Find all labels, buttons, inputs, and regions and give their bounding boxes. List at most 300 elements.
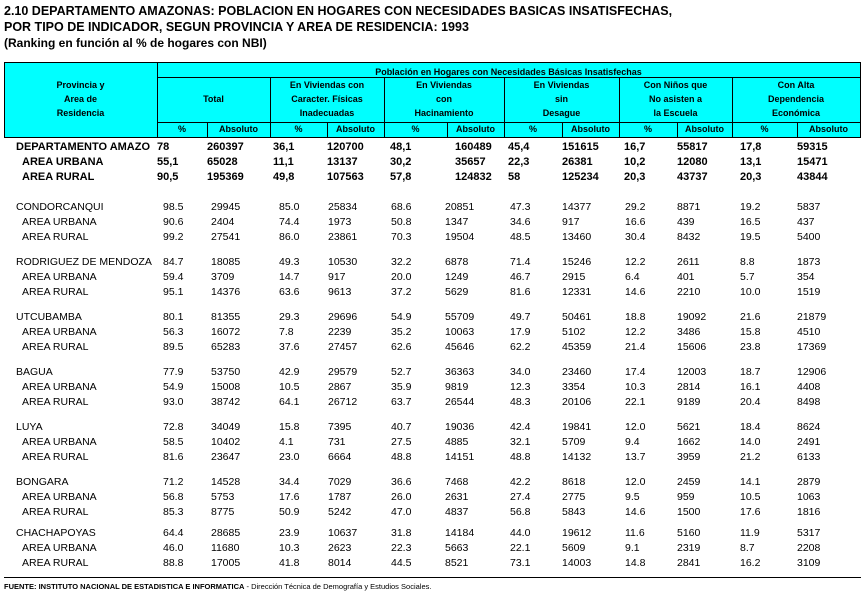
table-cell: 195369 <box>207 171 244 183</box>
stub-header-1: Provincia y <box>56 80 105 90</box>
table-cell: 81.6 <box>163 451 184 463</box>
row-label: AREA URBANA <box>22 216 97 228</box>
row-label: AREA URBANA <box>22 491 97 503</box>
table-cell: 65028 <box>207 156 238 168</box>
table-cell: 160489 <box>455 141 492 153</box>
table-cell: 15471 <box>797 156 828 168</box>
table-cell: 59315 <box>797 141 828 153</box>
table-cell: 77.9 <box>163 366 184 378</box>
table-cell: 43844 <box>797 171 828 183</box>
table-cell: 5.7 <box>740 271 755 283</box>
table-cell: 10.5 <box>279 381 300 393</box>
table-cell: 1249 <box>445 271 469 283</box>
table-title: 2.10 DEPARTAMENTO AMAZONAS: POBLACION EN HOGARES CON NECESIDADES BASICAS INSATISFECHAS, <box>4 4 673 18</box>
table-cell: 23.8 <box>740 341 761 353</box>
table-cell: 22,3 <box>508 156 530 168</box>
table-cell: 20,3 <box>624 171 646 183</box>
table-cell: 10.3 <box>279 542 300 554</box>
table-cell: 52.7 <box>391 366 412 378</box>
row-label: AREA URBANA <box>22 381 97 393</box>
table-cell: 20,3 <box>740 171 762 183</box>
table-cell: 14003 <box>562 557 592 569</box>
table-cell: 7395 <box>328 421 352 433</box>
table-cell: 107563 <box>327 171 364 183</box>
table-cell: 99.2 <box>163 231 184 243</box>
table-cell: 85.0 <box>279 201 300 213</box>
table-cell: 4837 <box>445 506 469 518</box>
table-cell: 53750 <box>211 366 241 378</box>
table-cell: 32.2 <box>391 256 412 268</box>
table-cell: 354 <box>797 271 815 283</box>
table-cell: 9189 <box>677 396 701 408</box>
table-cell: 57,8 <box>390 171 412 183</box>
table-cell: 56.8 <box>163 491 184 503</box>
table-cell: 14132 <box>562 451 592 463</box>
row-label: AREA RURAL <box>22 396 89 408</box>
table-cell: 10402 <box>211 436 241 448</box>
table-cell: 8521 <box>445 557 469 569</box>
stub-header-3: Residencia <box>56 108 105 118</box>
table-cell: 30.4 <box>625 231 646 243</box>
row-label: AREA URBANA <box>22 542 97 554</box>
table-cell: 7.8 <box>279 326 294 338</box>
table-cell: 37.2 <box>391 286 412 298</box>
table-cell: 93.0 <box>163 396 184 408</box>
table-cell: 18.4 <box>740 421 761 433</box>
table-cell: 56.3 <box>163 326 184 338</box>
row-label: DEPARTAMENTO AMAZO <box>16 141 151 153</box>
table-cell: 20.4 <box>740 396 761 408</box>
subheader-divider <box>157 122 861 123</box>
table-cell: 36363 <box>445 366 475 378</box>
table-cell: 19504 <box>445 231 475 243</box>
table-cell: 8014 <box>328 557 352 569</box>
table-cell: 85.3 <box>163 506 184 518</box>
table-cell: 151615 <box>562 141 599 153</box>
table-cell: 34049 <box>211 421 241 433</box>
table-cell: 10530 <box>328 256 358 268</box>
table-cell: 11.6 <box>625 527 645 539</box>
table-cell: 35.9 <box>391 381 412 393</box>
table-cell: 16.1 <box>740 381 761 393</box>
table-cell: 95.1 <box>163 286 184 298</box>
table-cell: 10637 <box>328 527 358 539</box>
table-cell: 70.3 <box>391 231 412 243</box>
table-cell: 78 <box>157 141 170 153</box>
table-cell: 35657 <box>455 156 486 168</box>
table-cell: 54.9 <box>163 381 184 393</box>
table-cell: 81355 <box>211 311 241 323</box>
column-header-1-line-2: Total <box>203 94 224 104</box>
table-cell: 45646 <box>445 341 475 353</box>
header-right-border <box>860 62 861 138</box>
table-cell: 48.8 <box>391 451 412 463</box>
table-cell: 12331 <box>562 286 592 298</box>
table-cell: 46.7 <box>510 271 531 283</box>
column-header-4-line-3: Desague <box>542 108 581 118</box>
table-cell: 27.4 <box>510 491 531 503</box>
table-cell: 16,7 <box>624 141 646 153</box>
table-cell: 2623 <box>328 542 352 554</box>
table-cell: 86.0 <box>279 231 300 243</box>
table-cell: 17.6 <box>740 506 761 518</box>
table-cell: 8498 <box>797 396 821 408</box>
table-cell: 2611 <box>677 256 700 268</box>
abs-subheader: Absoluto <box>336 124 375 134</box>
table-cell: 11.9 <box>740 527 760 539</box>
table-cell: 23.0 <box>279 451 300 463</box>
table-cell: 58.5 <box>163 436 184 448</box>
table-cell: 10,2 <box>624 156 646 168</box>
table-cell: 68.6 <box>391 201 412 213</box>
table-cell: 1873 <box>797 256 821 268</box>
table-cell: 8775 <box>211 506 235 518</box>
table-cell: 90,5 <box>157 171 179 183</box>
table-cell: 8.8 <box>740 256 755 268</box>
row-label: UTCUBAMBA <box>16 311 82 323</box>
table-cell: 40.7 <box>391 421 412 433</box>
table-cell: 22.3 <box>391 542 412 554</box>
table-cell: 35.2 <box>391 326 412 338</box>
table-cell: 71.2 <box>163 476 184 488</box>
table-cell: 5400 <box>797 231 821 243</box>
table-cell: 47.0 <box>391 506 412 518</box>
table-cell: 1519 <box>797 286 821 298</box>
table-cell: 34.4 <box>279 476 300 488</box>
table-cell: 9819 <box>445 381 469 393</box>
table-cell: 10063 <box>445 326 475 338</box>
table-cell: 3354 <box>562 381 586 393</box>
table-cell: 20851 <box>445 201 475 213</box>
column-header-6-line-2: Dependencia <box>767 94 825 104</box>
table-cell: 88.8 <box>163 557 184 569</box>
table-cell: 55817 <box>677 141 708 153</box>
table-cell: 5837 <box>797 201 821 213</box>
table-cell: 23647 <box>211 451 241 463</box>
column-header-6-line-1: Con Alta <box>777 80 815 90</box>
table-cell: 59.4 <box>163 271 184 283</box>
row-label: AREA RURAL <box>22 451 89 463</box>
table-cell: 5629 <box>445 286 469 298</box>
table-cell: 23460 <box>562 366 592 378</box>
table-cell: 21.2 <box>740 451 761 463</box>
table-cell: 5709 <box>562 436 586 448</box>
pct-subheader: % <box>294 124 303 134</box>
table-cell: 4408 <box>797 381 821 393</box>
table-cell: 46.0 <box>163 542 184 554</box>
table-cell: 2841 <box>677 557 701 569</box>
table-cell: 10.0 <box>740 286 761 298</box>
table-cell: 6664 <box>328 451 352 463</box>
row-label: BAGUA <box>16 366 53 378</box>
table-cell: 2867 <box>328 381 352 393</box>
table-cell: 17.6 <box>279 491 300 503</box>
table-cell: 1063 <box>797 491 821 503</box>
row-label: AREA URBANA <box>22 436 97 448</box>
table-cell: 22.1 <box>510 542 531 554</box>
table-cell: 2879 <box>797 476 821 488</box>
column-header-3-line-3: Hacinamiento <box>414 108 474 118</box>
row-label: AREA RURAL <box>22 286 89 298</box>
table-cell: 89.5 <box>163 341 184 353</box>
table-cell: 1816 <box>797 506 821 518</box>
table-cell: 84.7 <box>163 256 184 268</box>
table-cell: 12.0 <box>625 476 646 488</box>
table-cell: 63.6 <box>279 286 300 298</box>
table-cell: 50.9 <box>279 506 300 518</box>
row-label: AREA RURAL <box>22 341 89 353</box>
table-cell: 4885 <box>445 436 469 448</box>
table-cell: 2631 <box>445 491 469 503</box>
row-label: AREA RURAL <box>22 506 89 518</box>
table-cell: 13460 <box>562 231 592 243</box>
table-cell: 10.3 <box>625 381 646 393</box>
table-cell: 19.5 <box>740 231 761 243</box>
table-cell: 15008 <box>211 381 241 393</box>
table-cell: 56.8 <box>510 506 531 518</box>
table-cell: 22.1 <box>625 396 646 408</box>
table-cell: 13,1 <box>740 156 762 168</box>
table-cell: 2775 <box>562 491 586 503</box>
table-cell: 9.1 <box>625 542 640 554</box>
table-cell: 1500 <box>677 506 701 518</box>
column-header-5-line-2: No asisten a <box>648 94 703 104</box>
column-header-2-line-3: Inadecuadas <box>299 108 355 118</box>
table-cell: 29.2 <box>625 201 646 213</box>
pct-subheader: % <box>411 124 420 134</box>
table-cell: 42.2 <box>510 476 531 488</box>
table-cell: 5621 <box>677 421 701 433</box>
table-cell: 437 <box>797 216 815 228</box>
table-cell: 5663 <box>445 542 469 554</box>
table-cell: 5102 <box>562 326 586 338</box>
row-label: AREA RURAL <box>22 231 89 243</box>
table-cell: 1662 <box>677 436 701 448</box>
table-cell: 18.7 <box>740 366 761 378</box>
column-header-4-line-2: sin <box>554 94 568 104</box>
table-cell: 48.5 <box>510 231 531 243</box>
table-cell: 29945 <box>211 201 241 213</box>
table-cell: 27541 <box>211 231 241 243</box>
abs-subheader: Absoluto <box>456 124 495 134</box>
column-header-3-line-1: En Viviendas <box>416 80 472 90</box>
table-cell: 1973 <box>328 216 352 228</box>
table-cell: 260397 <box>207 141 244 153</box>
table-cell: 6.4 <box>625 271 640 283</box>
table-cell: 12906 <box>797 366 827 378</box>
table-cell: 14528 <box>211 476 241 488</box>
table-cell: 2239 <box>328 326 352 338</box>
table-cell: 62.2 <box>510 341 531 353</box>
source-institution: FUENTE: INSTITUTO NACIONAL DE ESTADISTICA E INFORMATICA <box>4 582 245 591</box>
source-footnote <box>4 582 431 591</box>
table-cell: 16072 <box>211 326 241 338</box>
pct-subheader: % <box>528 124 537 134</box>
table-cell: 17.9 <box>510 326 531 338</box>
table-cell: 45,4 <box>508 141 530 153</box>
table-cell: 5242 <box>328 506 352 518</box>
table-cell: 16.5 <box>740 216 761 228</box>
table-cell: 16.6 <box>625 216 646 228</box>
table-cell: 2814 <box>677 381 701 393</box>
table-cell: 12.0 <box>625 421 646 433</box>
table-cell: 19612 <box>562 527 592 539</box>
table-cell: 2210 <box>677 286 701 298</box>
column-header-4-line-1: En Viviendas <box>533 80 590 90</box>
table-cell: 2208 <box>797 542 821 554</box>
table-cell: 917 <box>562 216 580 228</box>
table-cell: 47.3 <box>510 201 531 213</box>
table-cell: 13137 <box>327 156 358 168</box>
table-cell: 14.8 <box>625 557 646 569</box>
table-cell: 34.6 <box>510 216 531 228</box>
table-cell: 37.6 <box>279 341 300 353</box>
table-cell: 73.1 <box>510 557 531 569</box>
table-cell: 4.1 <box>279 436 294 448</box>
column-header-5-line-3: la Escuela <box>653 108 698 118</box>
abs-subheader: Absoluto <box>571 124 610 134</box>
table-cell: 48.3 <box>510 396 531 408</box>
table-cell: 62.6 <box>391 341 412 353</box>
table-cell: 14.6 <box>625 286 646 298</box>
table-cell: 401 <box>677 271 695 283</box>
table-cell: 2319 <box>677 542 701 554</box>
table-cell: 49,8 <box>273 171 295 183</box>
table-cell: 125234 <box>562 171 599 183</box>
table-cell: 439 <box>677 216 695 228</box>
table-cell: 28685 <box>211 527 241 539</box>
table-cell: 74.4 <box>279 216 300 228</box>
table-cell: 26381 <box>562 156 593 168</box>
table-cell: 14151 <box>445 451 475 463</box>
table-cell: 3959 <box>677 451 701 463</box>
table-cell: 29579 <box>328 366 358 378</box>
table-cell: 8624 <box>797 421 821 433</box>
table-cell: 43737 <box>677 171 708 183</box>
table-cell: 38742 <box>211 396 241 408</box>
table-cell: 17005 <box>211 557 241 569</box>
table-cell: 19092 <box>677 311 707 323</box>
row-label: AREA URBANA <box>22 326 97 338</box>
table-cell: 5317 <box>797 527 821 539</box>
table-cell: 50461 <box>562 311 592 323</box>
row-label: AREA URBANA <box>22 271 97 283</box>
table-cell: 8432 <box>677 231 701 243</box>
column-header-6-line-3: Económica <box>771 108 820 118</box>
table-cell: 29696 <box>328 311 358 323</box>
table-cell: 98.5 <box>163 201 184 213</box>
table-cell: 18.8 <box>625 311 646 323</box>
table-cell: 1787 <box>328 491 352 503</box>
table-cell: 2491 <box>797 436 821 448</box>
table-cell: 7029 <box>328 476 352 488</box>
table-cell: 14377 <box>562 201 592 213</box>
table-cell: 50.8 <box>391 216 412 228</box>
table-cell: 48,1 <box>390 141 412 153</box>
table-cell: 21879 <box>797 311 827 323</box>
table-cell: 12.2 <box>625 256 646 268</box>
table-cell: 81.6 <box>510 286 531 298</box>
table-cell: 23.9 <box>279 527 300 539</box>
table-cell: 65283 <box>211 341 241 353</box>
column-header-3-line-2: con <box>435 94 452 104</box>
table-cell: 9.5 <box>625 491 640 503</box>
row-label: CONDORCANQUI <box>16 201 104 213</box>
table-cell: 18085 <box>211 256 241 268</box>
source-detail: - Dirección Técnica de Demografía y Estudios Sociales. <box>244 582 432 591</box>
row-label: AREA RURAL <box>22 171 95 183</box>
table-cell: 11680 <box>211 542 240 554</box>
table-cell: 20.0 <box>391 271 412 283</box>
table-cell: 15.8 <box>279 421 300 433</box>
row-label: AREA RURAL <box>22 557 89 569</box>
table-cell: 64.4 <box>163 527 184 539</box>
table-subtitle: (Ranking en función al % de hogares con NBI) <box>4 36 267 50</box>
table-cell: 54.9 <box>391 311 412 323</box>
table-cell: 26.0 <box>391 491 412 503</box>
table-cell: 55709 <box>445 311 475 323</box>
table-cell: 3486 <box>677 326 701 338</box>
table-cell: 23861 <box>328 231 358 243</box>
table-cell: 2459 <box>677 476 701 488</box>
table-cell: 21.4 <box>625 341 646 353</box>
table-cell: 13.7 <box>625 451 646 463</box>
table-cell: 72.8 <box>163 421 184 433</box>
table-cell: 19.2 <box>740 201 761 213</box>
row-label: LUYA <box>16 421 43 433</box>
table-cell: 41.8 <box>279 557 300 569</box>
table-cell: 27.5 <box>391 436 412 448</box>
table-cell: 5843 <box>562 506 586 518</box>
table-cell: 12.2 <box>625 326 646 338</box>
table-cell: 21.6 <box>740 311 761 323</box>
footer-rule <box>4 577 861 578</box>
table-cell: 3709 <box>211 271 235 283</box>
table-cell: 58 <box>508 171 521 183</box>
row-label: RODRIGUEZ DE MENDOZA <box>16 256 152 268</box>
table-cell: 55,1 <box>157 156 179 168</box>
table-cell: 5609 <box>562 542 586 554</box>
table-cell: 15606 <box>677 341 707 353</box>
table-cell: 29.3 <box>279 311 300 323</box>
table-cell: 17369 <box>797 341 827 353</box>
header-top-border <box>4 62 861 63</box>
table-cell: 120700 <box>327 141 364 153</box>
table-cell: 14.1 <box>740 476 761 488</box>
stub-header-2: Area de <box>63 94 98 104</box>
table-cell: 917 <box>328 271 346 283</box>
table-cell: 731 <box>328 436 346 448</box>
table-cell: 44.0 <box>510 527 531 539</box>
table-cell: 64.1 <box>279 396 300 408</box>
table-cell: 80.1 <box>163 311 184 323</box>
table-cell: 12080 <box>677 156 708 168</box>
table-cell: 26712 <box>328 396 358 408</box>
table-cell: 14.0 <box>740 436 761 448</box>
table-cell: 3109 <box>797 557 821 569</box>
group-header: Población en Hogares con Necesidades Básicas Insatisfechas <box>375 67 642 77</box>
pct-subheader: % <box>643 124 652 134</box>
table-cell: 8618 <box>562 476 586 488</box>
row-label: AREA URBANA <box>22 156 104 168</box>
column-header-5-line-1: Con Niños que <box>643 80 708 90</box>
table-cell: 7468 <box>445 476 469 488</box>
column-header-2-line-2: Caracter. Físicas <box>291 94 363 104</box>
table-cell: 1347 <box>445 216 469 228</box>
table-cell: 34.0 <box>510 366 531 378</box>
table-cell: 31.8 <box>391 527 412 539</box>
table-cell: 15246 <box>562 256 592 268</box>
